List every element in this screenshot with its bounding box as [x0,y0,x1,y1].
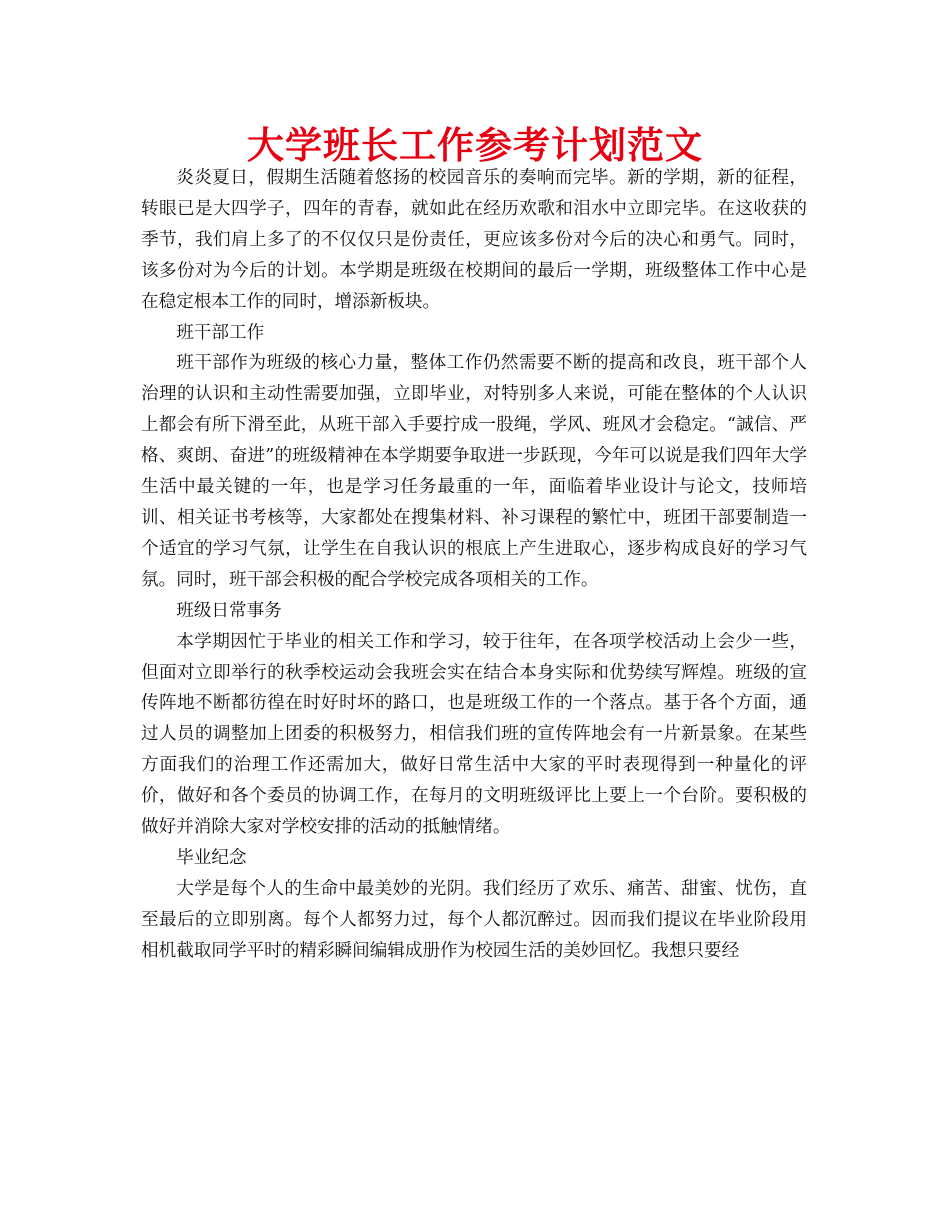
document-body [141,163,807,967]
section-heading-graduation: 毕业纪念 [176,847,247,868]
paragraph-graduation: 大学是每个人的生命中最美妙的光阴。我们经历了欢乐、痛苦、甜蜜、忧伤，直至最后的立即别离。每个人都努力过，每个人都沉醉过。因而我们提议在毕业阶段用相机截取同学平时的精彩瞬间编辑成册作为校园生活的美妙回忆。我想只要经 [141,878,807,961]
page-title: 大学班长工作参考计划范文 [247,123,703,167]
paragraph-class-cadres: 班干部作为班级的核心力量，整体工作仍然需要不断的提高和改良，班干部个人治理的认识和主动性需要加强，立即毕业，对特别多人来说，可能在整体的个人认识上都会有所下滑至此，从班干部入手要拧成一股绳，学风、班风才会稳定。“誠信、严格、爽朗、奋进”的班级精神在本学期要争取进一步跃现，今年可以说是我们四年大学生活中最关键的一年，也是学习任务最重的一年，面临着毕业设计与论文，技师培训、相关证书考核等，大家都处在搜集材料、补习课程的繁忙中，班团干部要制造一个适宜的学习气氛，让学生在自我认识的根底上产生进取心，逐步构成良好的学习气氛。同时，班干部会积极的配合学校完成各项相关的工作。 [141,353,807,590]
paragraph-intro: 炎炎夏日，假期生活随着悠扬的校园音乐的奏响而完毕。新的学期，新的征程，转眼已是大四学子，四年的青春，就如此在经历欢歌和泪水中立即完毕。在这收获的季节，我们肩上多了的不仅仅只是份责任，更应该多份对今后的决心和勇气。同时，该多份对为今后的计划。本学期是班级在校期间的最后一学期，班级整体工作中心是在稳定根本工作的同时，增添新板块。 [141,168,807,312]
section-heading-class-cadres: 班干部工作 [176,322,265,343]
paragraph-daily-affairs: 本学期因忙于毕业的相关工作和学习，较于往年，在各项学校活动上会少一些，但面对立即举行的秋季校运动会我班会实在结合本身实际和优势续写辉煌。班级的宣传阵地不断都彷徨在时好时坏的路口，也是班级工作的一个落点。基于各个方面，通过人员的调整加上团委的积极努力，相信我们班的宣传阵地会有一片新景象。在某些方面我们的治理工作还需加大，做好日常生活中大家的平时表现得到一种量化的评价，做好和各个委员的协调工作，在每月的文明班级评比上要上一个台阶。要积极的做好并消除大家对学校安排的活动的抵触情绪。 [141,631,807,838]
section-heading-daily-affairs: 班级日常事务 [176,600,282,621]
